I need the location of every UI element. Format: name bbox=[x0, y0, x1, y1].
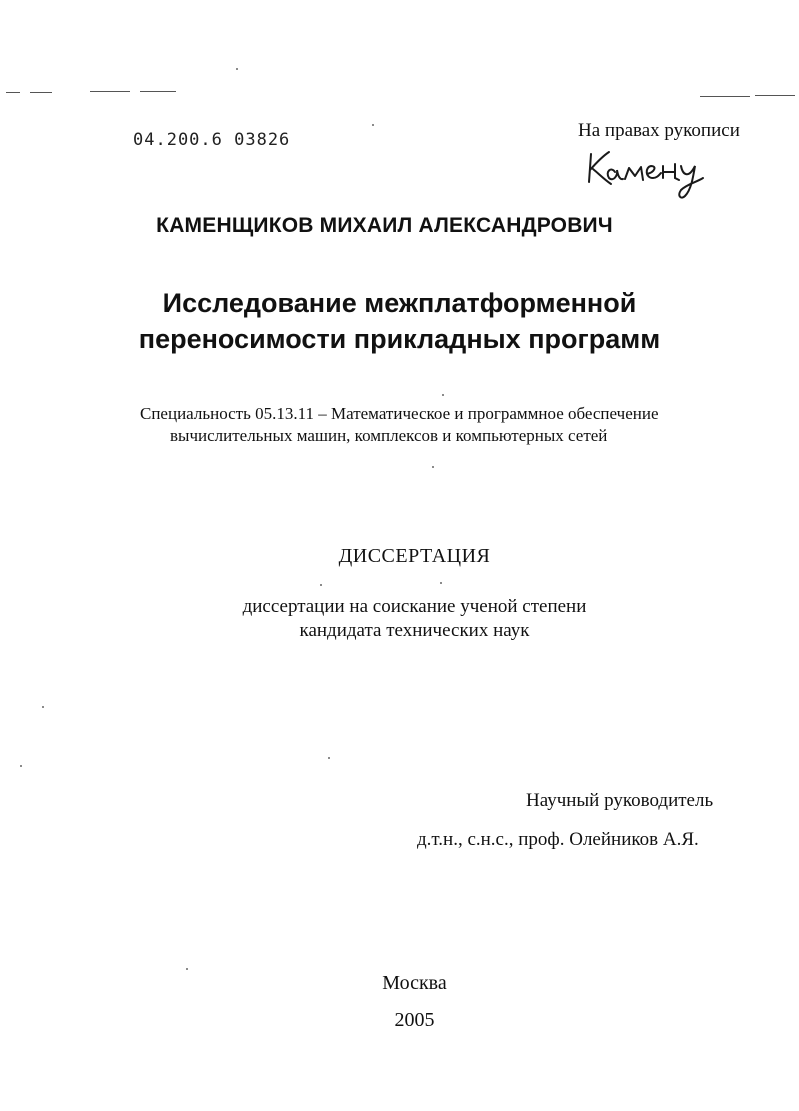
degree-line: диссертации на соискание ученой степени bbox=[242, 596, 587, 617]
scan-line bbox=[30, 92, 52, 93]
scan-line bbox=[755, 95, 795, 96]
degree-line: кандидата технических наук bbox=[299, 620, 530, 641]
scan-speck bbox=[236, 68, 238, 70]
scan-speck bbox=[328, 757, 330, 759]
scan-speck bbox=[442, 394, 444, 396]
scan-speck bbox=[372, 124, 374, 126]
specialty-line: вычислительных машин, комплексов и компьютерных сетей bbox=[170, 426, 608, 445]
scan-speck bbox=[42, 706, 44, 708]
supervisor-label: Научный руководитель bbox=[526, 790, 714, 811]
scan-speck bbox=[186, 968, 188, 970]
rights-note: На правах рукописи bbox=[578, 120, 740, 141]
scan-speck bbox=[440, 582, 442, 584]
scan-speck bbox=[320, 584, 322, 586]
scan-line bbox=[6, 92, 20, 93]
scan-line bbox=[90, 91, 130, 92]
document-number: 04.200.6 03826 bbox=[133, 130, 291, 150]
year: 2005 bbox=[394, 1009, 435, 1031]
city: Москва bbox=[382, 972, 447, 994]
handwritten-signature bbox=[585, 142, 715, 202]
title-line: Исследование межплатформенной bbox=[162, 288, 637, 318]
scan-speck bbox=[432, 466, 434, 468]
document-type: ДИССЕРТАЦИЯ bbox=[338, 545, 491, 567]
author-name: КАМЕНЩИКОВ МИХАИЛ АЛЕКСАНДРОВИЧ bbox=[156, 214, 613, 237]
title-line: переносимости прикладных программ bbox=[138, 324, 661, 354]
dissertation-title bbox=[0, 285, 799, 357]
specialty-line: Специальность 05.13.11 – Математическое и программное обеспечение bbox=[140, 404, 659, 423]
scan-line bbox=[700, 96, 750, 97]
scan-line bbox=[140, 91, 176, 92]
scan-speck bbox=[20, 765, 22, 767]
supervisor-name: д.т.н., с.н.с., проф. Олейников А.Я. bbox=[417, 829, 699, 850]
degree-statement bbox=[0, 595, 799, 643]
